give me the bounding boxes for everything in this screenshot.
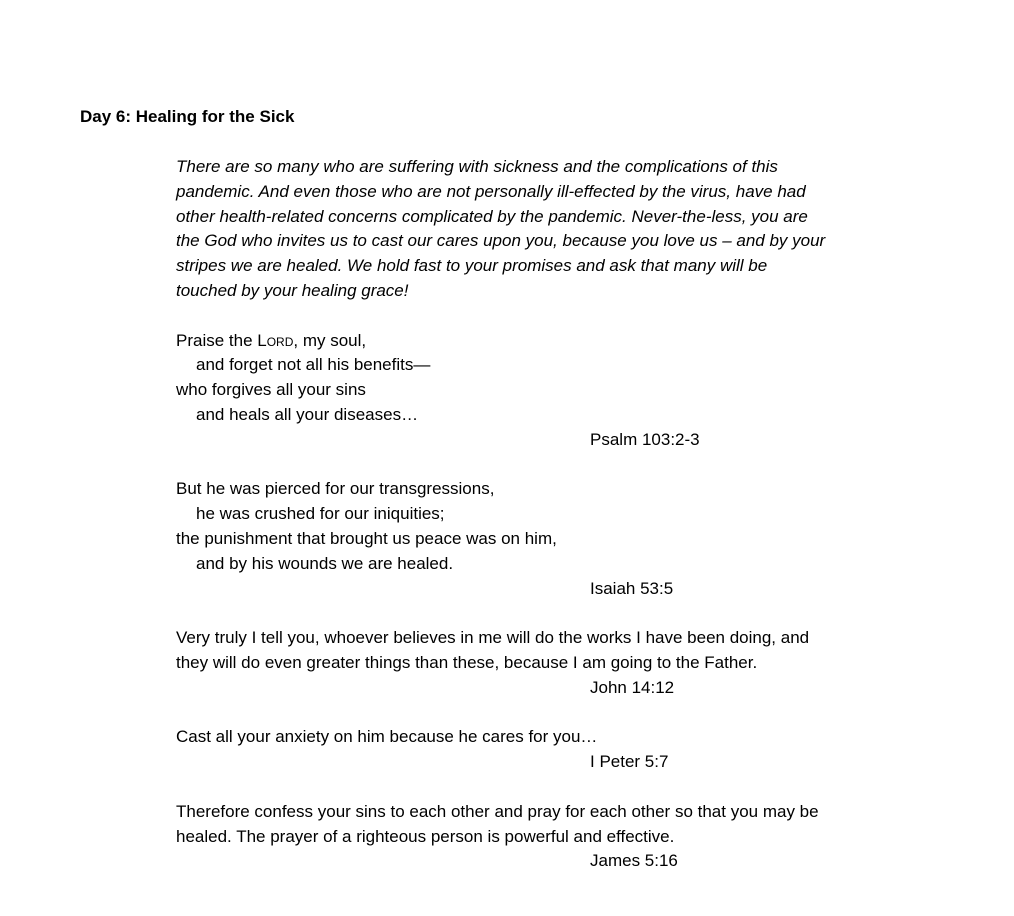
john-passage <box>176 626 936 700</box>
verse-line: Very truly I tell you, whoever believes in me will do the works I have been doing, and <box>176 628 810 648</box>
prayer-paragraph <box>176 155 936 304</box>
prayer-line: There are so many who are suffering with sickness and the complications of this <box>176 157 778 176</box>
paragraph-gap <box>176 304 936 329</box>
peter-passage <box>176 725 936 775</box>
paragraph-gap <box>176 453 936 478</box>
prayer-line: the God who invites us to cast our cares upon you, because you love us – and by your <box>176 231 826 251</box>
document-body <box>176 155 936 874</box>
page-heading: Day 6: Healing for the Sick <box>80 107 295 126</box>
scripture-reference: James 5:16 <box>590 851 678 871</box>
verse-line: Cast all your anxiety on him because he cares for you… <box>176 727 598 747</box>
scripture-reference: John 14:12 <box>590 677 675 697</box>
prayer-line: pandemic. And even those who are not personally ill-effected by the virus, have had <box>176 181 806 201</box>
verse-text: Praise the <box>176 330 258 350</box>
verse-line: and heals all your diseases… <box>196 404 419 424</box>
verse-text: , my soul, <box>293 330 367 350</box>
prayer-line: stripes we are healed. We hold fast to your promises and ask that many will be <box>176 256 768 276</box>
lord-small-caps: Lord <box>257 330 294 350</box>
isaiah-passage <box>176 477 936 601</box>
scripture-reference: I Peter 5:7 <box>590 752 669 772</box>
verse-line: Therefore confess your sins to each other and pray for each other so that you may be <box>176 801 819 821</box>
paragraph-gap <box>176 601 936 626</box>
paragraph-gap <box>176 701 936 726</box>
james-passage <box>176 800 936 874</box>
scripture-reference: Isaiah 53:5 <box>590 578 674 598</box>
verse-line: healed. The prayer of a righteous person is powerful and effective. <box>176 826 675 846</box>
prayer-line: touched by your healing grace! <box>176 280 409 300</box>
psalm-passage <box>176 329 936 453</box>
verse-line <box>176 329 936 354</box>
scripture-reference: Psalm 103:2-3 <box>590 429 700 449</box>
verse-line: they will do even greater things than these, because I am going to the Father. <box>176 652 758 672</box>
verse-line: the punishment that brought us peace was on him, <box>176 528 557 548</box>
verse-line: and forget not all his benefits— <box>196 355 431 375</box>
prayer-line: other health-related concerns complicated by the pandemic. Never-the-less, you are <box>176 206 808 226</box>
paragraph-gap <box>176 775 936 800</box>
verse-line: he was crushed for our iniquities; <box>196 504 445 524</box>
verse-line: and by his wounds we are healed. <box>196 553 454 573</box>
verse-line: who forgives all your sins <box>176 380 366 400</box>
verse-line: But he was pierced for our transgressions, <box>176 479 495 499</box>
